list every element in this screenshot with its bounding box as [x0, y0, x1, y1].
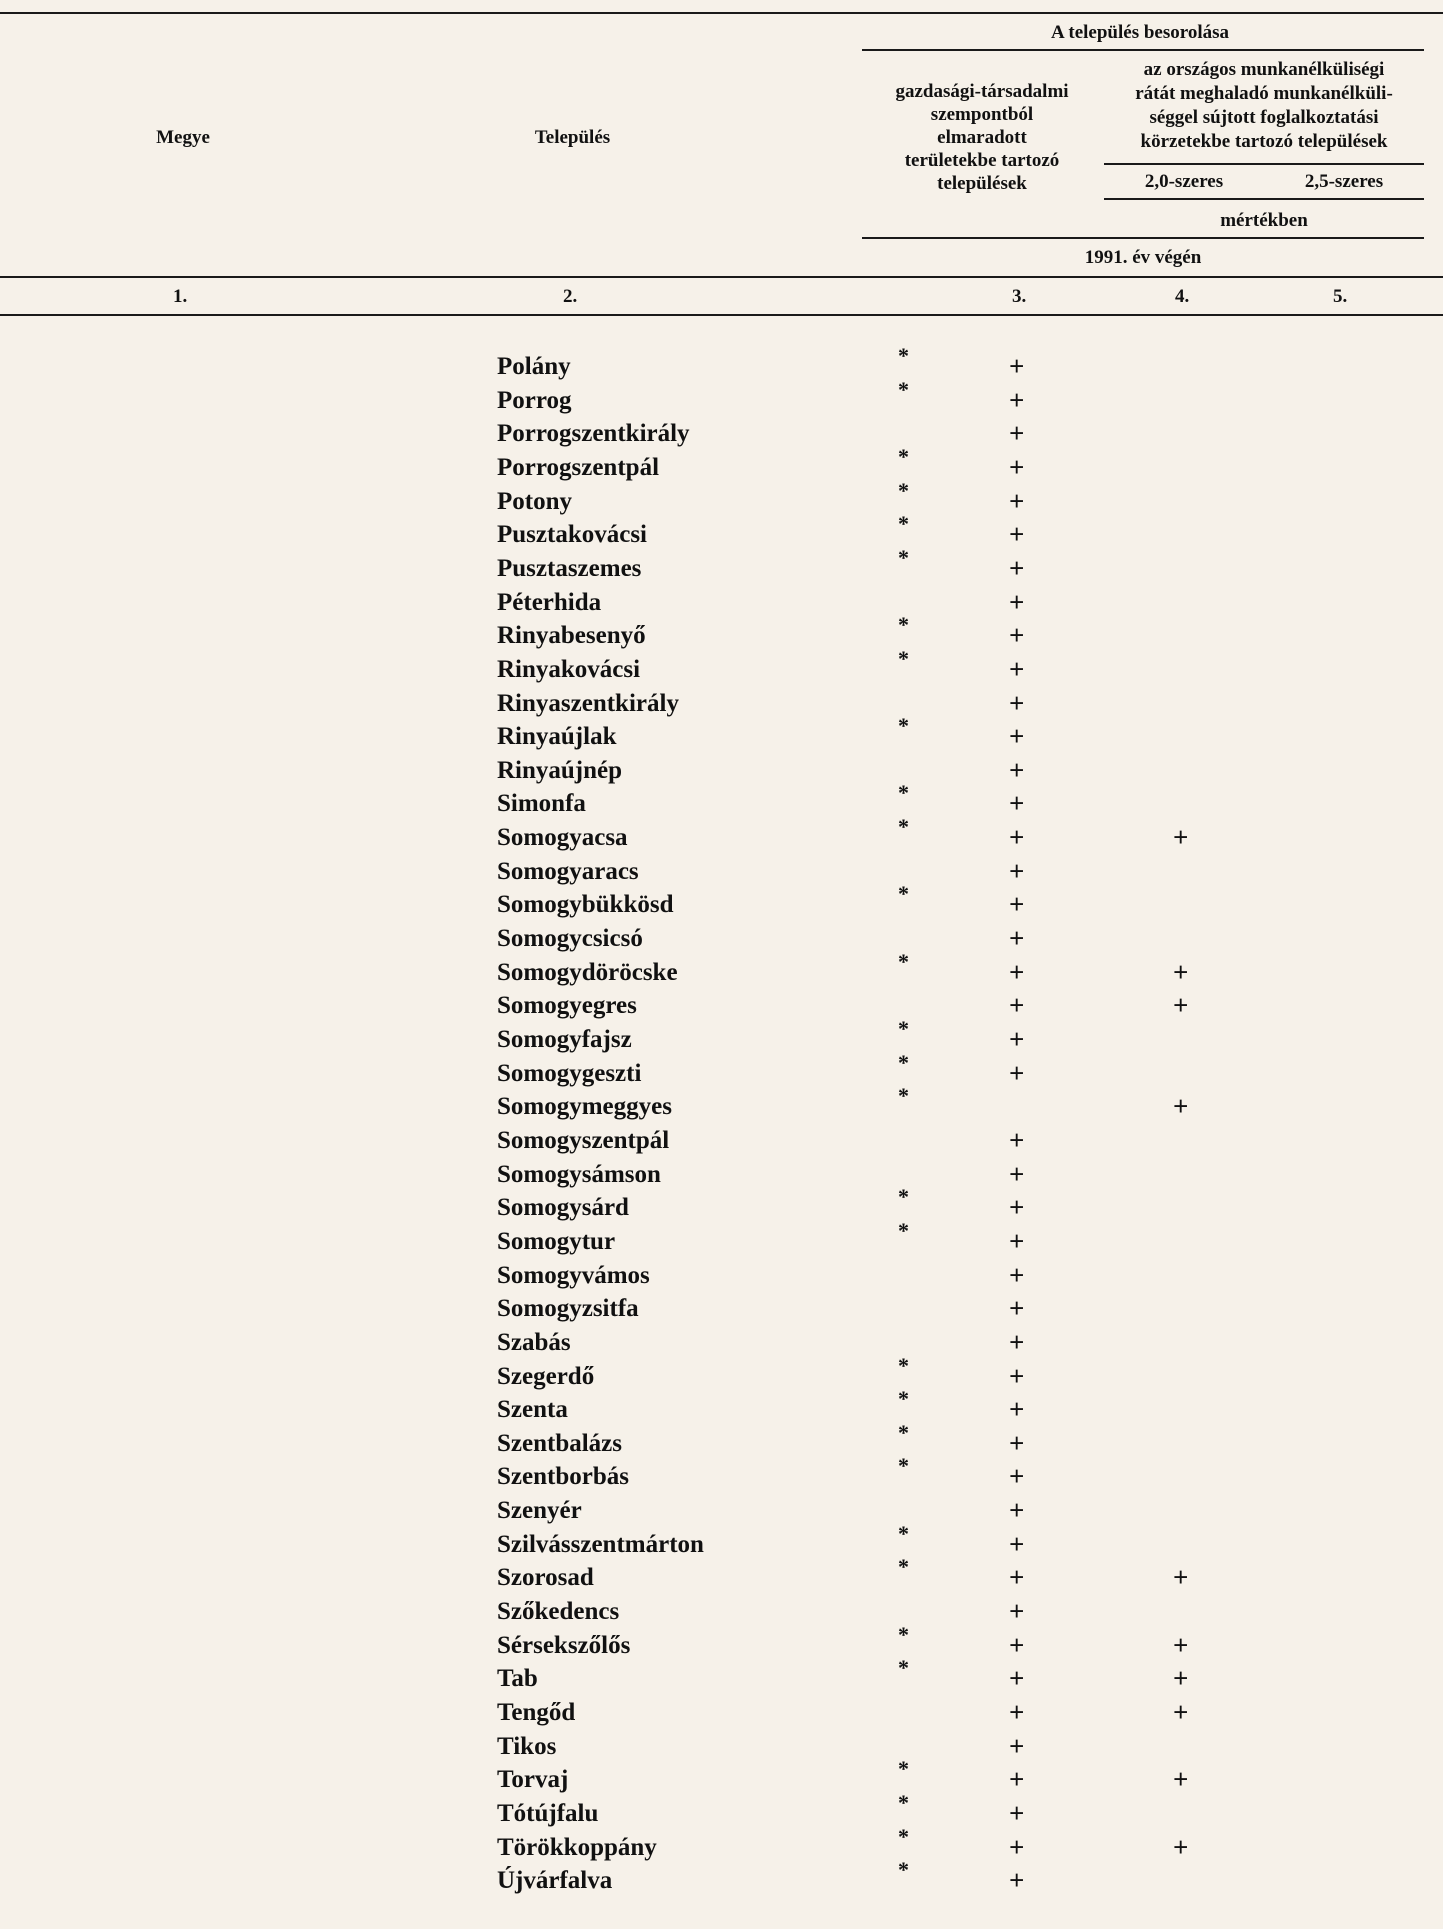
lagging-area-marker: * [898, 343, 909, 368]
column-3-mark: + [1009, 1596, 1025, 1627]
column-3-mark: + [1009, 451, 1025, 482]
column-4-mark: + [1173, 956, 1189, 987]
table-row [0, 612, 1443, 653]
table-row [0, 1386, 1443, 1427]
settlement-name: Somogyzsitfa [497, 1295, 639, 1323]
column-3-mark: + [1009, 687, 1025, 718]
column-3-mark: + [1009, 956, 1025, 987]
lagging-area-marker: * [898, 1217, 909, 1243]
header-col5: 2,5-szeres [1304, 171, 1384, 192]
lagging-area-marker: * [898, 1083, 909, 1109]
column-3-mark: + [1009, 1158, 1025, 1189]
header-col3-line: gazdasági-társadalmi [895, 81, 1069, 102]
column-3-mark: + [1009, 1528, 1025, 1559]
header-col45-line: körzetekbe tartozó települések [1140, 131, 1388, 152]
table-row [0, 586, 1443, 620]
settlement-name: Somogydöröcske [497, 958, 678, 986]
table-row [0, 376, 1443, 418]
header-col45-line: az országos munkanélküliségi [1143, 59, 1385, 80]
column-4-mark: + [1173, 1663, 1189, 1694]
table-row [0, 417, 1443, 451]
column-3-mark: + [1009, 552, 1025, 583]
column-3-mark: + [1009, 620, 1025, 651]
lagging-area-marker: * [898, 948, 909, 974]
header-col45-line: séggel sújtott foglalkoztatási [1149, 107, 1379, 128]
table-row [0, 855, 1443, 889]
settlement-name: Rinyaszentkirály [497, 689, 679, 717]
column-4-mark: + [1173, 1764, 1189, 1795]
column-4-mark: + [1173, 822, 1189, 853]
header-col4: 2,0-szeres [1144, 171, 1224, 192]
column-3-mark: + [1009, 1225, 1025, 1256]
column-4-mark: + [1173, 1091, 1189, 1122]
header-besorolas: A település besorolása [1050, 22, 1230, 43]
column-3-mark: + [1009, 788, 1025, 819]
settlement-name: Somogytur [497, 1227, 616, 1255]
column-3-mark: + [1009, 1427, 1025, 1458]
settlement-name: Porrogszentkirály [497, 420, 690, 448]
column-3-mark: + [1009, 1124, 1025, 1155]
column-3-mark: + [1009, 1192, 1025, 1223]
column-3-mark: + [1009, 1293, 1025, 1324]
settlement-name: Somogyvámos [497, 1261, 650, 1289]
settlement-name: Tab [497, 1665, 538, 1693]
settlement-name: Somogycsicsó [497, 925, 643, 953]
table-row [0, 881, 1443, 922]
table-row [0, 1326, 1443, 1360]
column-3-mark: + [1009, 855, 1025, 886]
table-row [0, 477, 1443, 519]
column-3-mark: + [1009, 1259, 1025, 1290]
lagging-area-marker: * [898, 1655, 909, 1681]
column-3-mark: + [1009, 889, 1025, 920]
column-3-mark: + [1009, 754, 1025, 785]
column-3-mark: + [1009, 384, 1025, 415]
lagging-area-marker: * [898, 1352, 909, 1378]
year-rule [862, 237, 1424, 239]
column-3-mark: + [1009, 1629, 1025, 1660]
lagging-area-marker: * [898, 1554, 909, 1580]
column-number-4: 4. [1175, 286, 1190, 307]
table-row [0, 1696, 1443, 1730]
settlement-name: Polány [497, 353, 571, 380]
column-number-1: 1. [173, 286, 188, 307]
settlement-name: Szentbalázs [497, 1429, 622, 1457]
lagging-area-marker: * [898, 713, 909, 739]
column-number-5: 5. [1333, 286, 1348, 307]
column-3-mark: + [1009, 1764, 1025, 1795]
column-3-mark: + [1009, 1495, 1025, 1526]
settlement-name: Somogymeggyes [497, 1093, 672, 1121]
column-4-mark: + [1173, 1831, 1189, 1862]
settlement-name: Szentborbás [497, 1463, 629, 1491]
column-3-mark: + [1009, 653, 1025, 684]
column-3-mark: + [1009, 1831, 1025, 1862]
column-3-mark: + [1009, 721, 1025, 752]
table-row [0, 1158, 1443, 1192]
table-row [0, 814, 1443, 855]
multiplier-rule-top [1104, 163, 1424, 165]
column-3-mark: + [1009, 990, 1025, 1021]
table-row [0, 1124, 1443, 1158]
column-3-mark: + [1009, 923, 1025, 954]
settlement-name: Szőkedencs [497, 1598, 620, 1626]
column-3-mark: + [1009, 1865, 1025, 1896]
header-col3-line: települések [937, 173, 1027, 194]
table-row [0, 1823, 1443, 1865]
table-row [0, 754, 1443, 788]
settlement-name: Tikos [497, 1732, 557, 1760]
lagging-area-marker: * [898, 1419, 909, 1445]
lagging-area-marker: * [898, 544, 909, 570]
settlement-name: Potony [497, 487, 572, 515]
lagging-area-marker: * [898, 1857, 909, 1883]
lagging-area-marker: * [898, 1049, 909, 1075]
header-col45-line: rátát meghaladó munkanélküli- [1135, 83, 1393, 104]
header-bottom-rule [0, 276, 1443, 278]
column-3-mark: + [1009, 351, 1025, 381]
table-row [0, 1217, 1443, 1259]
table-row [0, 687, 1443, 721]
table-row [0, 343, 1443, 384]
multiplier-rule-bottom [1104, 198, 1424, 200]
column-number-2: 2. [563, 286, 578, 307]
lagging-area-marker: * [898, 1756, 909, 1782]
column-3-mark: + [1009, 1697, 1025, 1727]
top-rule [0, 12, 1443, 14]
settlement-name: Somogyegres [497, 992, 637, 1020]
lagging-area-marker: * [898, 1184, 909, 1210]
header-col3-line: elmaradott [937, 127, 1027, 148]
header-year: 1991. év végén [1084, 247, 1202, 268]
table-row [0, 511, 1443, 552]
lagging-area-marker: * [898, 443, 909, 469]
lagging-area-marker: * [898, 511, 909, 537]
column-4-mark: + [1173, 1629, 1189, 1660]
table-row [0, 1857, 1443, 1898]
settlement-name: Szabás [497, 1328, 571, 1356]
table-row [0, 645, 1443, 687]
column-3-mark: + [1009, 1797, 1025, 1828]
settlement-name: Somogyfajsz [497, 1026, 632, 1053]
table-row [0, 1184, 1443, 1225]
header-col3 [862, 80, 1102, 195]
table-row [0, 780, 1443, 821]
settlement-name: Porrogszentpál [497, 453, 660, 481]
besorolas-rule [862, 49, 1424, 51]
lagging-area-marker: * [898, 1823, 909, 1849]
table-row [0, 1453, 1443, 1494]
lagging-area-marker: * [898, 1789, 909, 1815]
lagging-area-marker: * [898, 1386, 909, 1412]
table-row [0, 1554, 1443, 1595]
column-3-mark: + [1009, 1730, 1025, 1761]
column-3-mark: + [1009, 586, 1025, 617]
settlement-name: Szegerdő [497, 1362, 595, 1390]
table-row [0, 1016, 1443, 1057]
lagging-area-marker: * [898, 780, 909, 806]
column-3-mark: + [1009, 485, 1025, 516]
settlement-name: Szorosad [497, 1564, 594, 1592]
lagging-area-marker: * [898, 477, 909, 503]
settlement-name: Porrog [497, 386, 572, 414]
lagging-area-marker: * [898, 881, 909, 907]
settlement-name: Somogyaracs [497, 857, 639, 885]
header-col3-line: területekbe tartozó [904, 150, 1060, 171]
column-3-mark: + [1009, 822, 1025, 853]
table-row [0, 1494, 1443, 1528]
settlement-name: Somogyszentpál [497, 1126, 670, 1154]
header-col45 [1104, 58, 1424, 154]
table-row [0, 1595, 1443, 1629]
column-4-mark: + [1173, 1697, 1189, 1727]
column-4-mark: + [1173, 990, 1189, 1021]
table-row [0, 948, 1443, 990]
lagging-area-marker: * [898, 612, 909, 638]
settlement-name: Tótújfalu [497, 1799, 599, 1827]
settlement-name: Sérsekszőlős [497, 1631, 631, 1659]
column-3-mark: + [1009, 519, 1025, 550]
settlement-name: Újvárfalva [497, 1867, 613, 1895]
settlement-name: Tengőd [497, 1699, 576, 1726]
settlement-name: Szenyér [497, 1497, 582, 1525]
column-3-mark: + [1009, 1024, 1025, 1054]
table-row [0, 989, 1443, 1023]
column-3-mark: + [1009, 1360, 1025, 1391]
column-3-mark: + [1009, 1057, 1025, 1088]
table-row [0, 1049, 1443, 1091]
lagging-area-marker: * [898, 645, 909, 671]
settlement-name: Szilvásszentmárton [497, 1530, 704, 1558]
settlement-name: Rinyabesenyő [497, 622, 646, 650]
settlement-name: Torvaj [497, 1766, 569, 1794]
settlement-name: Pusztakovácsi [497, 521, 647, 549]
lagging-area-marker: * [898, 1016, 909, 1041]
lagging-area-marker: * [898, 376, 909, 402]
table-row [0, 443, 1443, 485]
settlement-name: Simonfa [497, 790, 586, 818]
column-3-mark: + [1009, 1394, 1025, 1425]
settlement-name: Somogysárd [497, 1194, 629, 1222]
table-row [0, 544, 1443, 586]
column-3-mark: + [1009, 1461, 1025, 1492]
settlement-name: Somogygeszti [497, 1059, 642, 1087]
column-number-3: 3. [1012, 286, 1027, 307]
lagging-area-marker: * [898, 814, 909, 840]
settlement-name: Somogyacsa [497, 824, 628, 852]
header-megye: Megye [156, 127, 210, 148]
settlement-name: Rinyaújnép [497, 756, 623, 784]
table-row [0, 1520, 1443, 1562]
table-row [0, 922, 1443, 956]
lagging-area-marker: * [898, 1453, 909, 1479]
settlement-name: Szenta [497, 1396, 568, 1424]
column-4-mark: + [1173, 1562, 1189, 1593]
column-3-mark: + [1009, 1326, 1025, 1357]
settlement-name: Somogysámson [497, 1160, 661, 1188]
settlement-name: Rinyaújlak [497, 723, 617, 751]
table-row [0, 1352, 1443, 1394]
table-row [0, 1621, 1443, 1663]
column-number-rule [0, 314, 1443, 316]
settlement-name: Törökkoppány [497, 1833, 657, 1861]
settlement-name: Somogybükkösd [497, 891, 674, 919]
header-telepules: Település [534, 127, 611, 148]
table-row [0, 1789, 1443, 1831]
table-row [0, 1730, 1443, 1764]
table-row [0, 713, 1443, 754]
column-3-mark: + [1009, 1663, 1025, 1694]
table-row [0, 1083, 1443, 1124]
header-mertekben: mértékben [1220, 210, 1308, 231]
settlement-name: Pusztaszemes [497, 554, 642, 582]
table-row [0, 1655, 1443, 1696]
settlement-name: Rinyakovácsi [497, 655, 641, 683]
header-col3-line: szempontból [930, 104, 1034, 125]
settlement-name: Péterhida [497, 588, 602, 616]
table-row [0, 1259, 1443, 1293]
table-row [0, 1756, 1443, 1797]
table-row [0, 1292, 1443, 1326]
lagging-area-marker: * [898, 1621, 909, 1647]
column-3-mark: + [1009, 1562, 1025, 1593]
table-row [0, 1419, 1443, 1461]
column-3-mark: + [1009, 418, 1025, 449]
lagging-area-marker: * [898, 1520, 909, 1546]
